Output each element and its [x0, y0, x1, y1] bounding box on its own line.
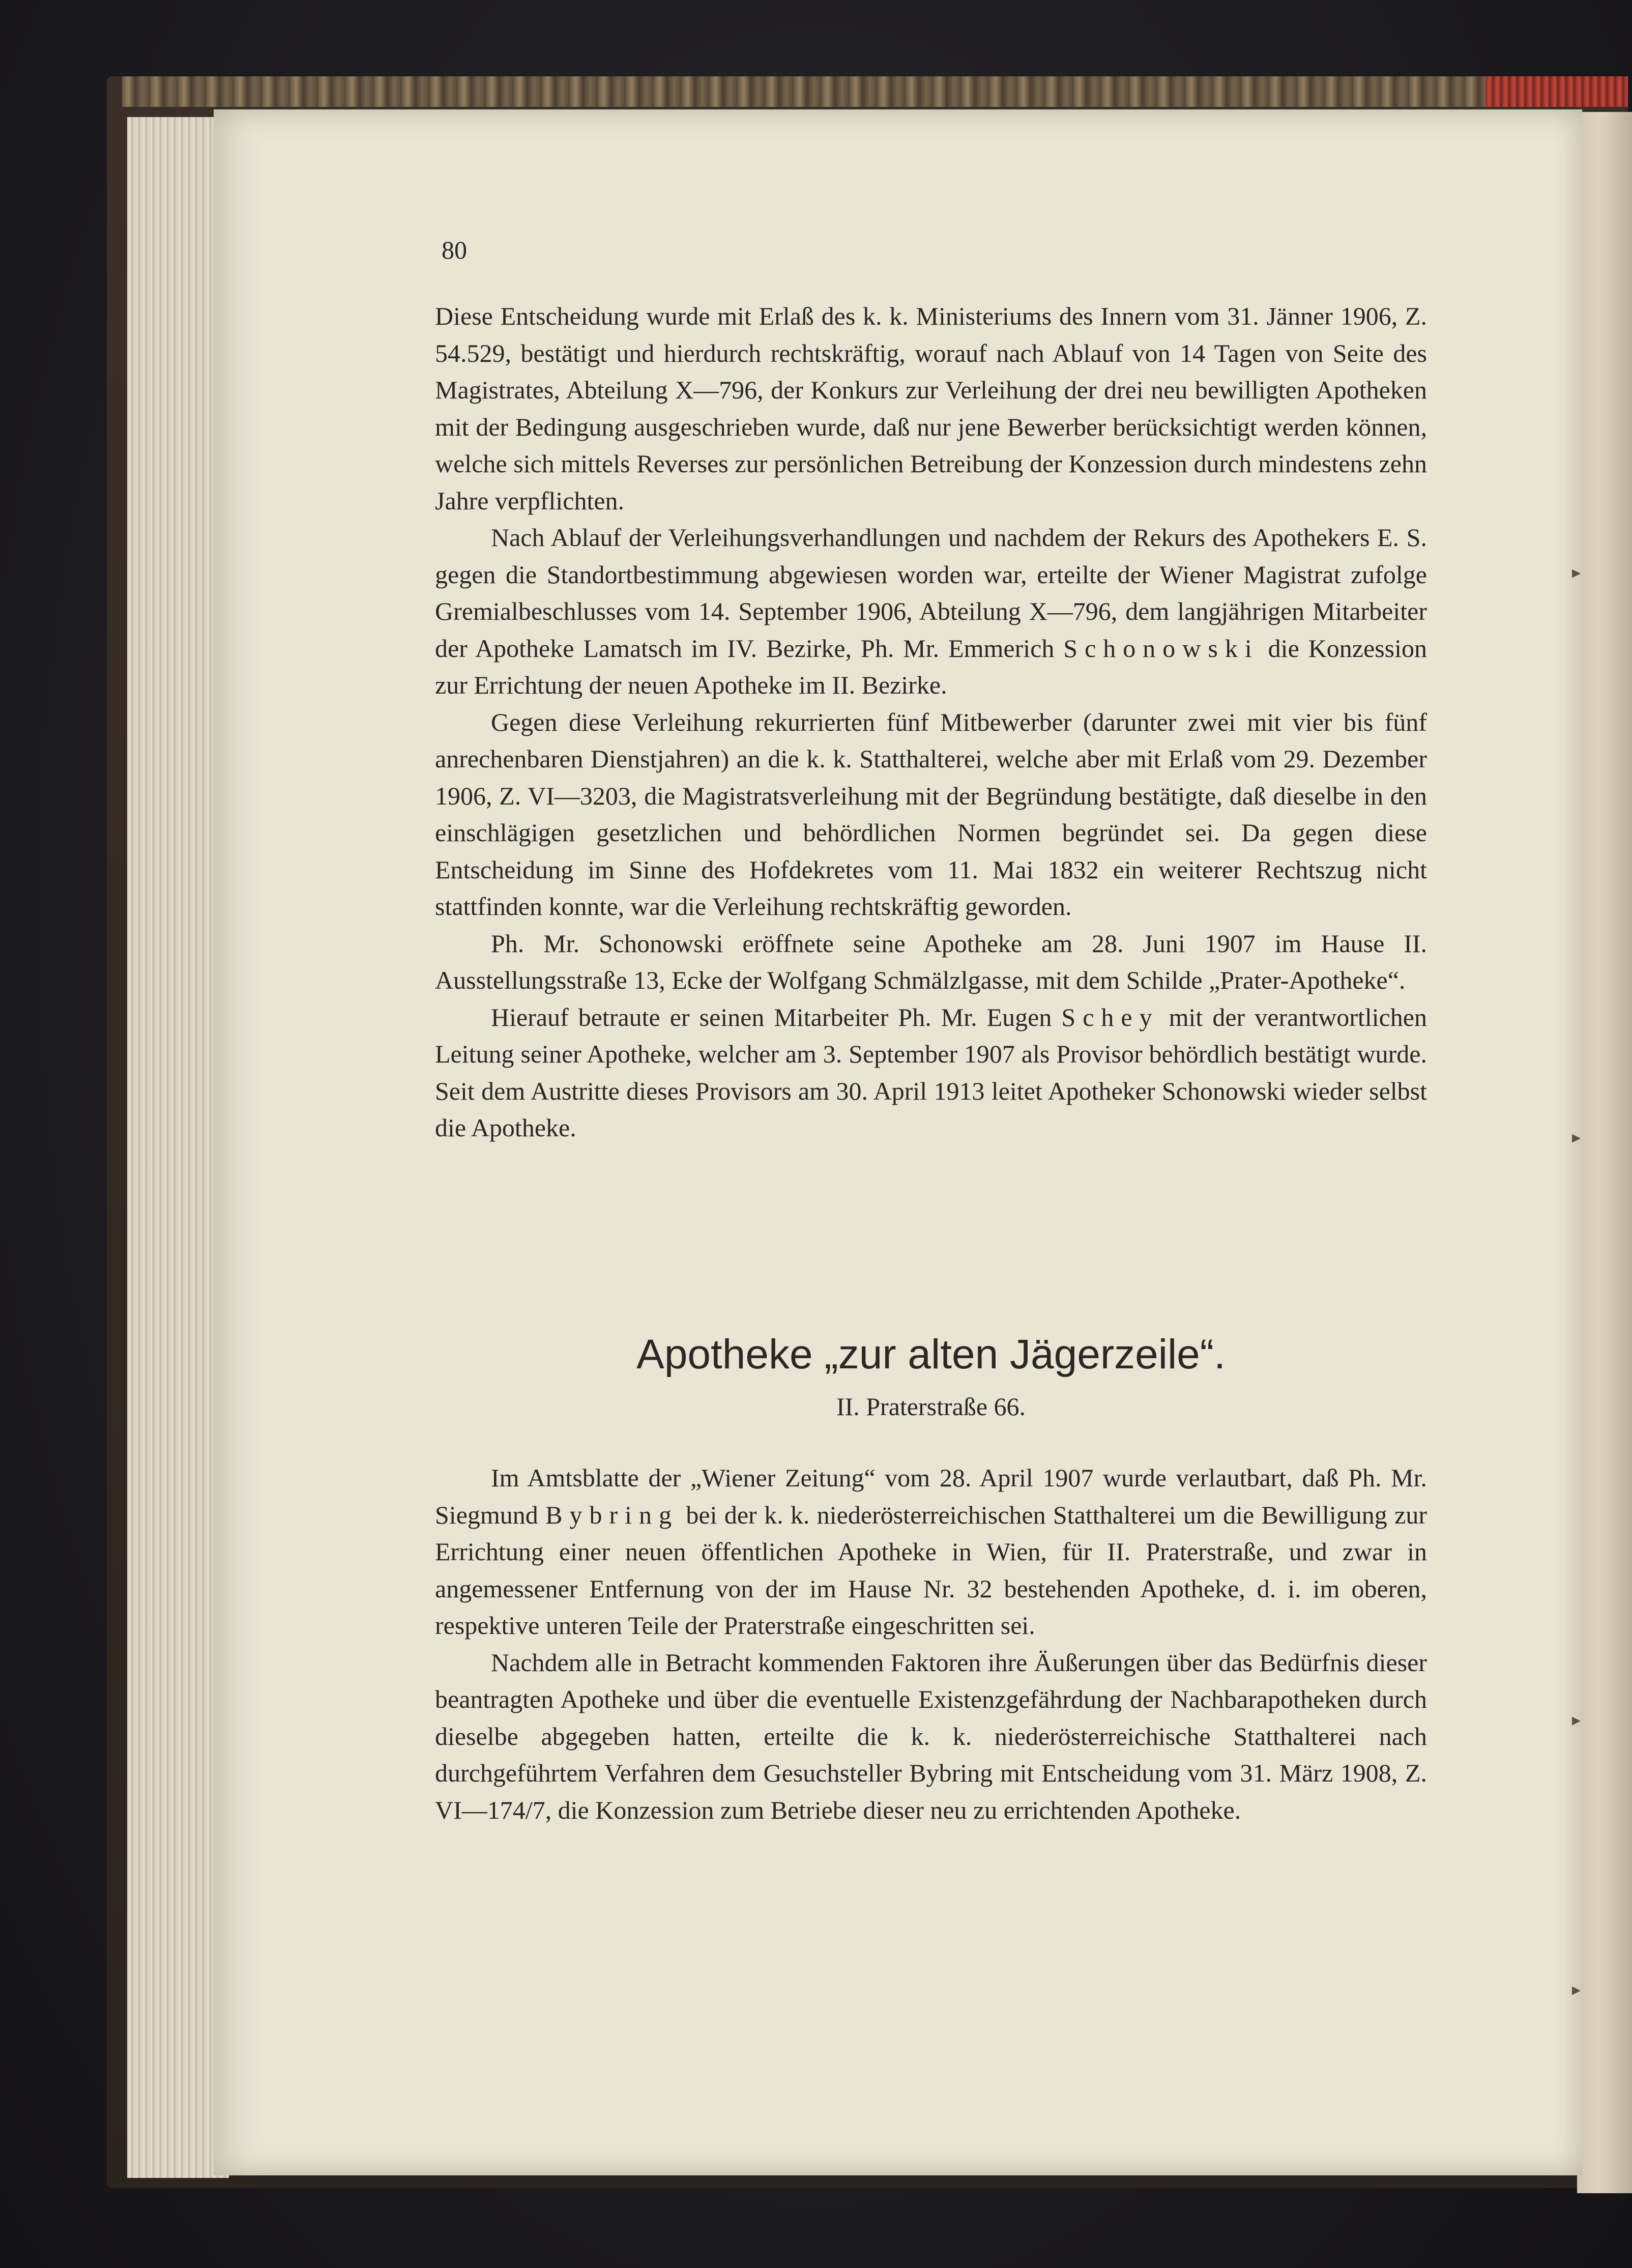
margin-mark: ▸ [1572, 562, 1581, 583]
margin-mark: ▸ [1572, 1127, 1581, 1147]
spaced-name: Schey [1061, 1002, 1159, 1031]
next-leaf-edge [1577, 112, 1632, 2193]
paragraph [435, 519, 1427, 704]
text-run: Nach Ablauf der Verleihungsverhandlungen und nachdem der Rekurs des Apothekers E. S. gegen die Standortbestimmung abgewiesen worden war, erteilte der Wiener Magistrat zufolge Gremialbeschlusses vom 14. September 1906, Abteilung X—796, dem langjährigen Mitarbeiter der Apotheke Lamatsch im IV. Bezirke, Ph. Mr. Emmerich [435, 523, 1427, 663]
red-edge-pattern [1485, 76, 1628, 107]
paragraph [435, 999, 1427, 1146]
spaced-name: Schonowski [1063, 634, 1259, 663]
body-text-section-2 [435, 1459, 1427, 1828]
page-number: 80 [442, 236, 467, 264]
margin-mark: ▸ [1572, 1979, 1581, 2000]
section-heading: Apotheke „zur alten Jägerzeile“. [636, 1331, 1226, 1377]
paragraph: Diese Entscheidung wurde mit Erlaß des k. k. Ministeriums des Innern vom 31. Jänner 1906, Z. 54.529, bestätigt und hierdurch rechtskräftig, worauf nach Ablauf von 14 Tagen von Seite des Magistrates, Abteilung X—796, der Konkurs zur Verleihung der drei neu bewilligten Apotheken mit der Bedingung ausgeschrieben wurde, daß nur jene Bewerber berücksichtigt werden können, welche sich mittels Reverses zur persönlichen Betreibung der Konzession durch mindestens zehn Jahre verpflichten. [435, 302, 1427, 515]
paragraph: Nachdem alle in Betracht kommenden Faktoren ihre Äußerungen über das Bedürfnis dieser beantragten Apotheke und über die eventuelle Existenzgefährdung der Nachbarapotheken durch dieselbe abgegeben hatten, erteilte die k. k. niederösterreichische Statthalterei nach durchgeführtem Verfahren dem Gesuchsteller Bybring mit Entscheidung vom 31. März 1908, Z. VI—174/7, die Konzession zum Betriebe dieser neu zu errichtenden Apotheke. [435, 1648, 1427, 1824]
text-run: bei der k. k. niederösterreichischen Statthalterei um die Bewilligung zur Errichtung einer neuen öffentlichen Apotheke in Wien, für II. Praterstraße, und zwar in angemessener Entfernung von der im Hause Nr. 32 bestehenden Apotheke, d. i. im oberen, respektive unteren Teile der Praterstraße eingeschritten sei. [435, 1500, 1427, 1640]
text-run: Im Amtsblatte der „Wiener Zeitung“ vom 28. April 1907 wurde verlautbart, daß Ph. Mr. Siegmund [435, 1463, 1427, 1529]
body-text-section-1 [435, 298, 1427, 1146]
margin-mark: ▸ [1572, 1710, 1581, 1730]
spaced-name: Bybring [545, 1500, 679, 1529]
section-subheading: II. Praterstraße 66. [836, 1392, 1026, 1421]
text-run: mit der verantwortlichen Leitung seiner Apotheke, welcher am 3. September 1907 als Provisor behördlich bestätigt wurde. Seit dem Austritte dieses Provisors am 30. April 1913 leitet Apotheker Schonowski wieder selbst die Apotheke. [435, 1002, 1427, 1142]
paragraph: Ph. Mr. Schonowski eröffnete seine Apotheke am 28. Juni 1907 im Hause II. Ausstellungsstraße 13, Ecke der Wolfgang Schmälzlgasse, mit dem Schilde „Prater-Apotheke“. [435, 929, 1427, 994]
paragraph: Gegen diese Verleihung rekurrierten fünf Mitbewerber (darunter zwei mit vier bis fünf anrechenbaren Dienstjahren) an die k. k. Statthalterei, welche aber mit Erlaß vom 29. Dezember 1906, Z. VI—3203, die Magistratsverleihung mit der Begründung bestätigte, daß dieselbe in den einschlägigen gesetzlichen und behördlichen Normen begründet sei. Da gegen diese Entscheidung im Sinne des Hofdekretes vom 11. Mai 1832 ein weiterer Rechtszug nicht stattfinden konnte, war die Verleihung rechtskräftig geworden. [435, 707, 1427, 921]
text-run: Hierauf betraute er seinen Mitarbeiter Ph. Mr. Eugen [491, 1002, 1062, 1031]
text-run: die Konzession zur Errichtung der neuen Apotheke im II. Bezirke. [435, 634, 1427, 699]
paragraph [435, 1459, 1427, 1644]
marbled-edge [122, 76, 1623, 107]
